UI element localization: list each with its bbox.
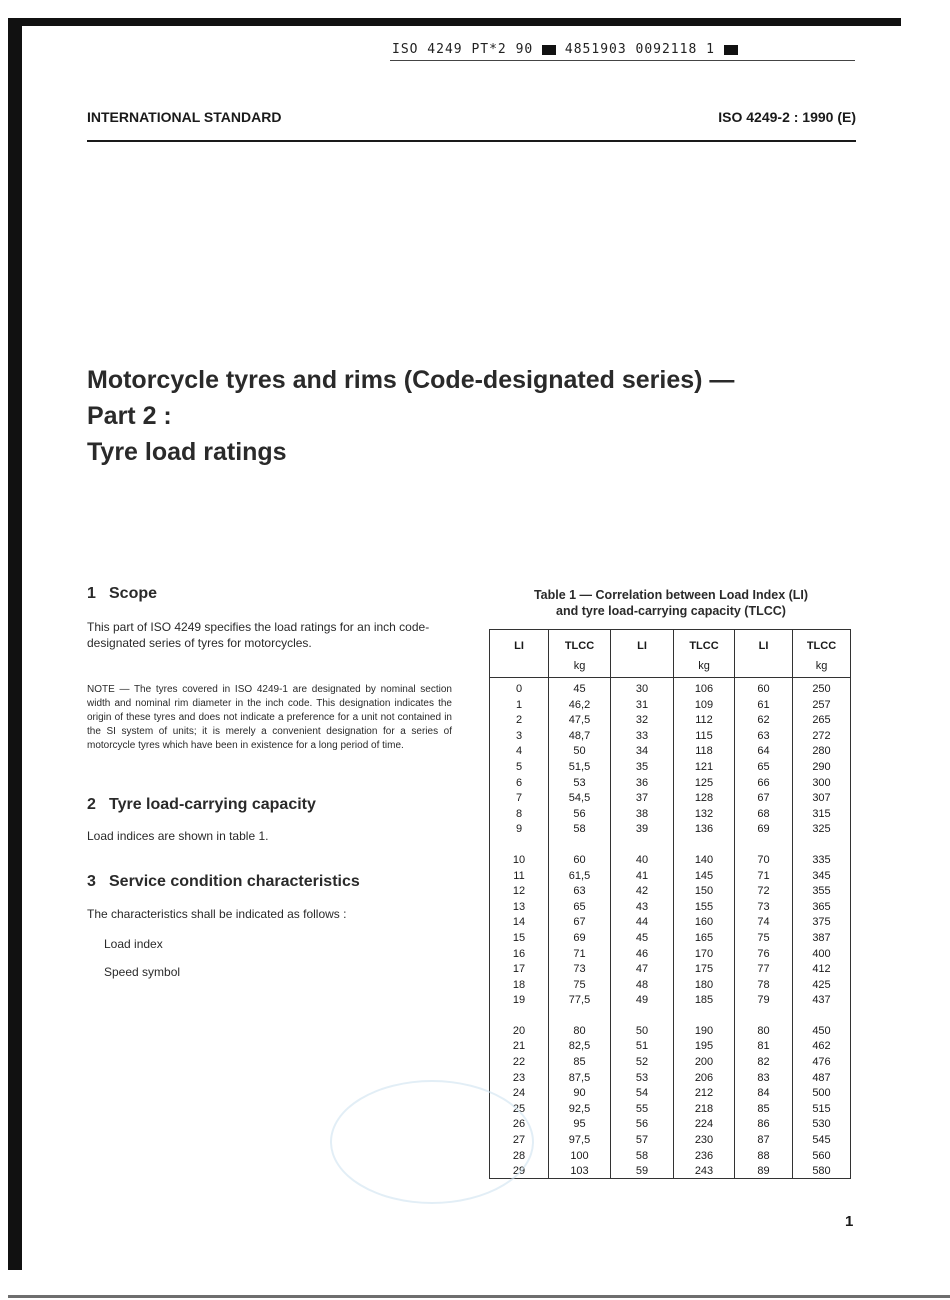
table-cell: 97,5 bbox=[568, 1134, 591, 1147]
table-cell: 150 bbox=[694, 885, 714, 898]
section-title: Scope bbox=[109, 585, 158, 602]
table-cell: 60 bbox=[573, 853, 586, 866]
table-cell: 140 bbox=[694, 853, 714, 866]
table-cell: 200 bbox=[694, 1056, 714, 1069]
section-number: 2 bbox=[87, 796, 96, 813]
col-header-unit: kg bbox=[815, 660, 828, 672]
col-values bbox=[674, 682, 734, 1180]
table-cell: 112 bbox=[695, 714, 713, 727]
table-cell: 95 bbox=[573, 1118, 586, 1131]
table-cell: 35 bbox=[635, 760, 649, 773]
table-cell: 257 bbox=[812, 698, 831, 711]
table-cell: 78 bbox=[757, 978, 770, 991]
col-tlcc-3 bbox=[793, 630, 850, 1178]
table-cell: 52 bbox=[635, 1056, 649, 1069]
title-line-1: Motorcycle tyres and rims (Code-designated series) — bbox=[87, 366, 735, 394]
table-cell: 88 bbox=[757, 1149, 770, 1162]
table-cell: 115 bbox=[695, 729, 713, 742]
col-header-tlcc: TLCC bbox=[564, 640, 595, 652]
table-cell: 22 bbox=[512, 1056, 526, 1069]
table-cell: 34 bbox=[635, 745, 649, 758]
table-cell: 5 bbox=[515, 760, 523, 773]
table-cell: 64 bbox=[757, 745, 770, 758]
table-cell: 57 bbox=[635, 1134, 649, 1147]
table-cell: 387 bbox=[812, 931, 831, 944]
code-block-1 bbox=[542, 45, 556, 55]
table-cell: 81 bbox=[757, 1040, 770, 1053]
page-number: 1 bbox=[845, 1213, 854, 1230]
table-cell: 41 bbox=[635, 869, 649, 882]
table-cell: 400 bbox=[812, 947, 831, 960]
table-cell: 76 bbox=[757, 947, 770, 960]
scan-edge-top bbox=[8, 18, 901, 26]
col-li-3 bbox=[735, 630, 793, 1178]
table-cell: 128 bbox=[694, 792, 714, 805]
table-cell: 315 bbox=[812, 807, 831, 820]
table-cell: 67 bbox=[757, 792, 770, 805]
table-cell: 89 bbox=[757, 1165, 770, 1178]
table-cell: 26 bbox=[512, 1118, 526, 1131]
title-line-2: Part 2 : bbox=[87, 402, 172, 430]
scan-edge-bottom bbox=[8, 1295, 950, 1298]
code-underline bbox=[390, 60, 855, 61]
table-cell: 355 bbox=[812, 885, 831, 898]
table-cell: 325 bbox=[812, 823, 831, 836]
faint-stamp-seal bbox=[330, 1080, 534, 1204]
table-cell: 4 bbox=[515, 745, 523, 758]
header-rule bbox=[87, 140, 856, 142]
table-cell: 1 bbox=[515, 698, 523, 711]
table-cell: 44 bbox=[635, 916, 649, 929]
table-cell: 487 bbox=[812, 1071, 831, 1084]
table-cell: 51 bbox=[635, 1040, 649, 1053]
col-li-2 bbox=[611, 630, 674, 1178]
table-cell: 54 bbox=[635, 1087, 649, 1100]
table-cell: 13 bbox=[512, 900, 526, 913]
col-header-li: LI bbox=[758, 640, 769, 652]
table-cell: 290 bbox=[812, 760, 831, 773]
table-cell: 136 bbox=[694, 823, 714, 836]
table-cell: 15 bbox=[512, 931, 526, 944]
table-cell: 335 bbox=[812, 853, 831, 866]
section-service-heading bbox=[87, 873, 360, 891]
table-cell: 185 bbox=[694, 994, 714, 1007]
table-cell: 195 bbox=[694, 1040, 714, 1053]
table-cell: 100 bbox=[570, 1149, 589, 1162]
section-title: Tyre load-carrying capacity bbox=[109, 796, 316, 813]
section-capacity-heading bbox=[87, 796, 316, 814]
scan-edge-left bbox=[8, 18, 22, 1270]
table-cell: 77,5 bbox=[568, 994, 591, 1007]
table-cell: 18 bbox=[512, 978, 526, 991]
table-cell: 375 bbox=[812, 916, 831, 929]
table-cell: 46,2 bbox=[568, 698, 591, 711]
table-cell: 206 bbox=[694, 1071, 714, 1084]
table-cell: 83 bbox=[757, 1071, 770, 1084]
table-cell: 42 bbox=[635, 885, 649, 898]
col-header-tlcc: TLCC bbox=[806, 640, 837, 652]
table-cell: 61,5 bbox=[568, 869, 591, 882]
table-cell: 23 bbox=[512, 1071, 526, 1084]
table-cell: 24 bbox=[512, 1087, 526, 1100]
scope-note: NOTE — The tyres covered in ISO 4249-1 are designated by nominal section width and nominal rim diameter in the inch code. This designation indicates the origin of these tyres and does not indicate a preference for a unit not contained in the SI system of units; it is merely a convenient designation for a series of motorcycle tyres which have been in existence for a long period of time. bbox=[87, 684, 452, 751]
table-cell: 70 bbox=[757, 853, 770, 866]
table-cell: 190 bbox=[694, 1024, 714, 1037]
table-cell: 92,5 bbox=[568, 1102, 591, 1115]
table-cell: 27 bbox=[512, 1134, 526, 1147]
table-cell: 49 bbox=[635, 994, 649, 1007]
table-cell: 170 bbox=[694, 947, 714, 960]
table-cell: 160 bbox=[694, 916, 714, 929]
code-block-2 bbox=[724, 45, 738, 55]
table-cell: 53 bbox=[635, 1071, 649, 1084]
table-cell: 28 bbox=[512, 1149, 526, 1162]
table-cell: 6 bbox=[515, 776, 523, 789]
table-cell: 450 bbox=[812, 1024, 831, 1037]
section-title: Service condition characteristics bbox=[109, 873, 360, 890]
table-cell: 16 bbox=[512, 947, 526, 960]
table-cell: 580 bbox=[812, 1165, 831, 1178]
table-cell: 69 bbox=[573, 931, 586, 944]
table-cell: 10 bbox=[512, 853, 526, 866]
table-cell: 54,5 bbox=[568, 792, 591, 805]
table-cell: 74 bbox=[757, 916, 770, 929]
col-header-li: LI bbox=[514, 640, 524, 652]
table-cell: 61 bbox=[757, 698, 770, 711]
table-cell: 3 bbox=[515, 729, 523, 742]
table-cell: 47,5 bbox=[568, 714, 591, 727]
table-cell: 77 bbox=[757, 963, 770, 976]
col-values bbox=[549, 682, 610, 1180]
table-cell: 14 bbox=[512, 916, 526, 929]
table-cell: 307 bbox=[812, 792, 831, 805]
table-cell: 7 bbox=[515, 792, 523, 805]
table-cell: 2 bbox=[515, 714, 523, 727]
col-header-unit: kg bbox=[573, 660, 586, 672]
table-cell: 250 bbox=[812, 683, 831, 695]
title-line-3: Tyre load ratings bbox=[87, 438, 287, 466]
table-cell: 11 bbox=[513, 869, 525, 882]
col-values bbox=[793, 682, 850, 1180]
table-cell: 56 bbox=[573, 807, 586, 820]
table-cell: 218 bbox=[694, 1102, 714, 1115]
table-cell: 29 bbox=[512, 1165, 526, 1178]
table-cell: 65 bbox=[573, 900, 586, 913]
table-cell: 55 bbox=[635, 1102, 649, 1115]
col-header-li: LI bbox=[637, 640, 647, 652]
table-cell: 32 bbox=[635, 714, 649, 727]
table-cell: 75 bbox=[757, 931, 770, 944]
table-cell: 62 bbox=[757, 714, 770, 727]
table-cell: 84 bbox=[757, 1087, 770, 1100]
table-cell: 68 bbox=[757, 807, 770, 820]
table-cell: 63 bbox=[757, 729, 770, 742]
table-cell: 71 bbox=[757, 869, 770, 882]
table-cell: 82 bbox=[757, 1056, 770, 1069]
table-cell: 109 bbox=[694, 698, 714, 711]
table-cell: 45 bbox=[635, 931, 649, 944]
table-cell: 36 bbox=[635, 776, 649, 789]
code-segment-1: ISO 4249 PT*2 90 bbox=[392, 42, 534, 57]
table-cell: 48 bbox=[635, 978, 649, 991]
table-cell: 530 bbox=[812, 1118, 831, 1131]
table-cell: 53 bbox=[573, 776, 586, 789]
table-cell: 545 bbox=[812, 1134, 831, 1147]
table-cell: 103 bbox=[570, 1165, 589, 1178]
table-cell: 425 bbox=[812, 978, 831, 991]
table-caption bbox=[490, 587, 852, 619]
table-cell: 33 bbox=[635, 729, 649, 742]
table-cell: 180 bbox=[694, 978, 714, 991]
table-cell: 476 bbox=[812, 1056, 831, 1069]
section-number: 1 bbox=[87, 585, 96, 602]
table-cell: 9 bbox=[515, 823, 523, 836]
table-caption-line-1: Table 1 — Correlation between Load Index (LI) bbox=[533, 588, 809, 602]
table-cell: 51,5 bbox=[568, 760, 591, 773]
table-cell: 31 bbox=[635, 698, 649, 711]
table-cell: 19 bbox=[512, 994, 526, 1007]
scope-text: This part of ISO 4249 specifies the load ratings for an inch code-designated series of tyres for motorcycles. bbox=[87, 620, 430, 650]
table-cell: 58 bbox=[635, 1149, 649, 1162]
table-cell: 515 bbox=[812, 1102, 831, 1115]
table-cell: 82,5 bbox=[568, 1040, 591, 1053]
table-cell: 73 bbox=[757, 900, 770, 913]
table-cell: 165 bbox=[694, 931, 714, 944]
table-cell: 87 bbox=[757, 1134, 770, 1147]
table-cell: 48,7 bbox=[568, 729, 591, 742]
table-cell: 155 bbox=[694, 900, 714, 913]
table-cell: 40 bbox=[635, 853, 649, 866]
col-header-tlcc: TLCC bbox=[689, 640, 719, 652]
table-cell: 20 bbox=[512, 1024, 526, 1037]
table-cell: 118 bbox=[695, 745, 713, 758]
table-cell: 63 bbox=[573, 885, 586, 898]
table-cell: 69 bbox=[757, 823, 770, 836]
load-index-table bbox=[489, 629, 851, 1179]
table-cell: 132 bbox=[694, 807, 714, 820]
table-cell: 45 bbox=[573, 683, 586, 695]
table-cell: 67 bbox=[573, 916, 586, 929]
table-cell: 60 bbox=[757, 683, 770, 695]
table-cell: 236 bbox=[694, 1149, 714, 1162]
table-cell: 0 bbox=[515, 683, 523, 695]
table-cell: 85 bbox=[573, 1056, 586, 1069]
table-cell: 21 bbox=[512, 1040, 526, 1053]
table-cell: 17 bbox=[512, 963, 526, 976]
col-tlcc-1 bbox=[549, 630, 611, 1178]
table-cell: 72 bbox=[757, 885, 770, 898]
section-scope-heading bbox=[87, 585, 157, 603]
code-segment-2: 4851903 0092118 1 bbox=[564, 42, 715, 57]
table-cell: 280 bbox=[812, 745, 831, 758]
table-cell: 560 bbox=[812, 1149, 831, 1162]
table-cell: 65 bbox=[757, 760, 770, 773]
service-text: The characteristics shall be indicated as follows : bbox=[87, 907, 347, 921]
document-code-line bbox=[392, 42, 842, 57]
table-cell: 87,5 bbox=[568, 1071, 591, 1084]
table-cell: 106 bbox=[694, 683, 714, 695]
service-item-load-index: Load index bbox=[104, 937, 163, 951]
table-cell: 37 bbox=[635, 792, 649, 805]
table-cell: 462 bbox=[812, 1040, 831, 1053]
table-cell: 272 bbox=[812, 729, 831, 742]
table-cell: 47 bbox=[635, 963, 649, 976]
table-cell: 73 bbox=[573, 963, 586, 976]
table-cell: 175 bbox=[694, 963, 714, 976]
table-cell: 50 bbox=[635, 1024, 649, 1037]
table-cell: 412 bbox=[812, 963, 831, 976]
col-header-unit: kg bbox=[698, 660, 710, 672]
table-cell: 125 bbox=[694, 776, 714, 789]
table-cell: 56 bbox=[635, 1118, 649, 1131]
col-values bbox=[735, 682, 792, 1180]
header-right: ISO 4249-2 : 1990 (E) bbox=[718, 109, 856, 125]
table-cell: 224 bbox=[694, 1118, 714, 1131]
table-cell: 243 bbox=[694, 1165, 714, 1178]
service-item-speed-symbol: Speed symbol bbox=[104, 965, 181, 979]
section-number: 3 bbox=[87, 873, 96, 890]
page-title bbox=[87, 362, 734, 470]
table-cell: 345 bbox=[812, 869, 831, 882]
table-cell: 30 bbox=[635, 683, 649, 695]
table-cell: 365 bbox=[812, 900, 831, 913]
table-cell: 50 bbox=[573, 745, 586, 758]
table-cell: 43 bbox=[635, 900, 649, 913]
col-tlcc-2 bbox=[674, 630, 735, 1178]
table-cell: 437 bbox=[812, 994, 831, 1007]
table-cell: 79 bbox=[757, 994, 770, 1007]
header-left: INTERNATIONAL STANDARD bbox=[87, 109, 282, 125]
table-cell: 71 bbox=[573, 947, 586, 960]
col-values bbox=[611, 682, 673, 1180]
table-cell: 86 bbox=[757, 1118, 770, 1131]
table-cell: 25 bbox=[512, 1102, 526, 1115]
table-cell: 85 bbox=[757, 1102, 770, 1115]
capacity-text: Load indices are shown in table 1. bbox=[87, 829, 269, 843]
table-cell: 90 bbox=[573, 1087, 586, 1100]
table-cell: 39 bbox=[635, 823, 649, 836]
table-cell: 8 bbox=[515, 807, 523, 820]
table-cell: 80 bbox=[573, 1024, 586, 1037]
table-cell: 66 bbox=[757, 776, 770, 789]
table-cell: 58 bbox=[573, 823, 586, 836]
table-cell: 145 bbox=[694, 869, 714, 882]
table-cell: 500 bbox=[812, 1087, 831, 1100]
table-cell: 265 bbox=[812, 714, 831, 727]
table-cell: 80 bbox=[757, 1024, 770, 1037]
table-cell: 230 bbox=[694, 1134, 714, 1147]
table-cell: 59 bbox=[635, 1165, 649, 1178]
table-cell: 75 bbox=[573, 978, 586, 991]
table-cell: 46 bbox=[635, 947, 649, 960]
table-cell: 212 bbox=[694, 1087, 714, 1100]
table-cell: 12 bbox=[512, 885, 526, 898]
table-cell: 38 bbox=[635, 807, 649, 820]
table-cell: 300 bbox=[812, 776, 831, 789]
table-caption-line-2: and tyre load-carrying capacity (TLCC) bbox=[556, 604, 786, 618]
table-cell: 121 bbox=[694, 760, 714, 773]
